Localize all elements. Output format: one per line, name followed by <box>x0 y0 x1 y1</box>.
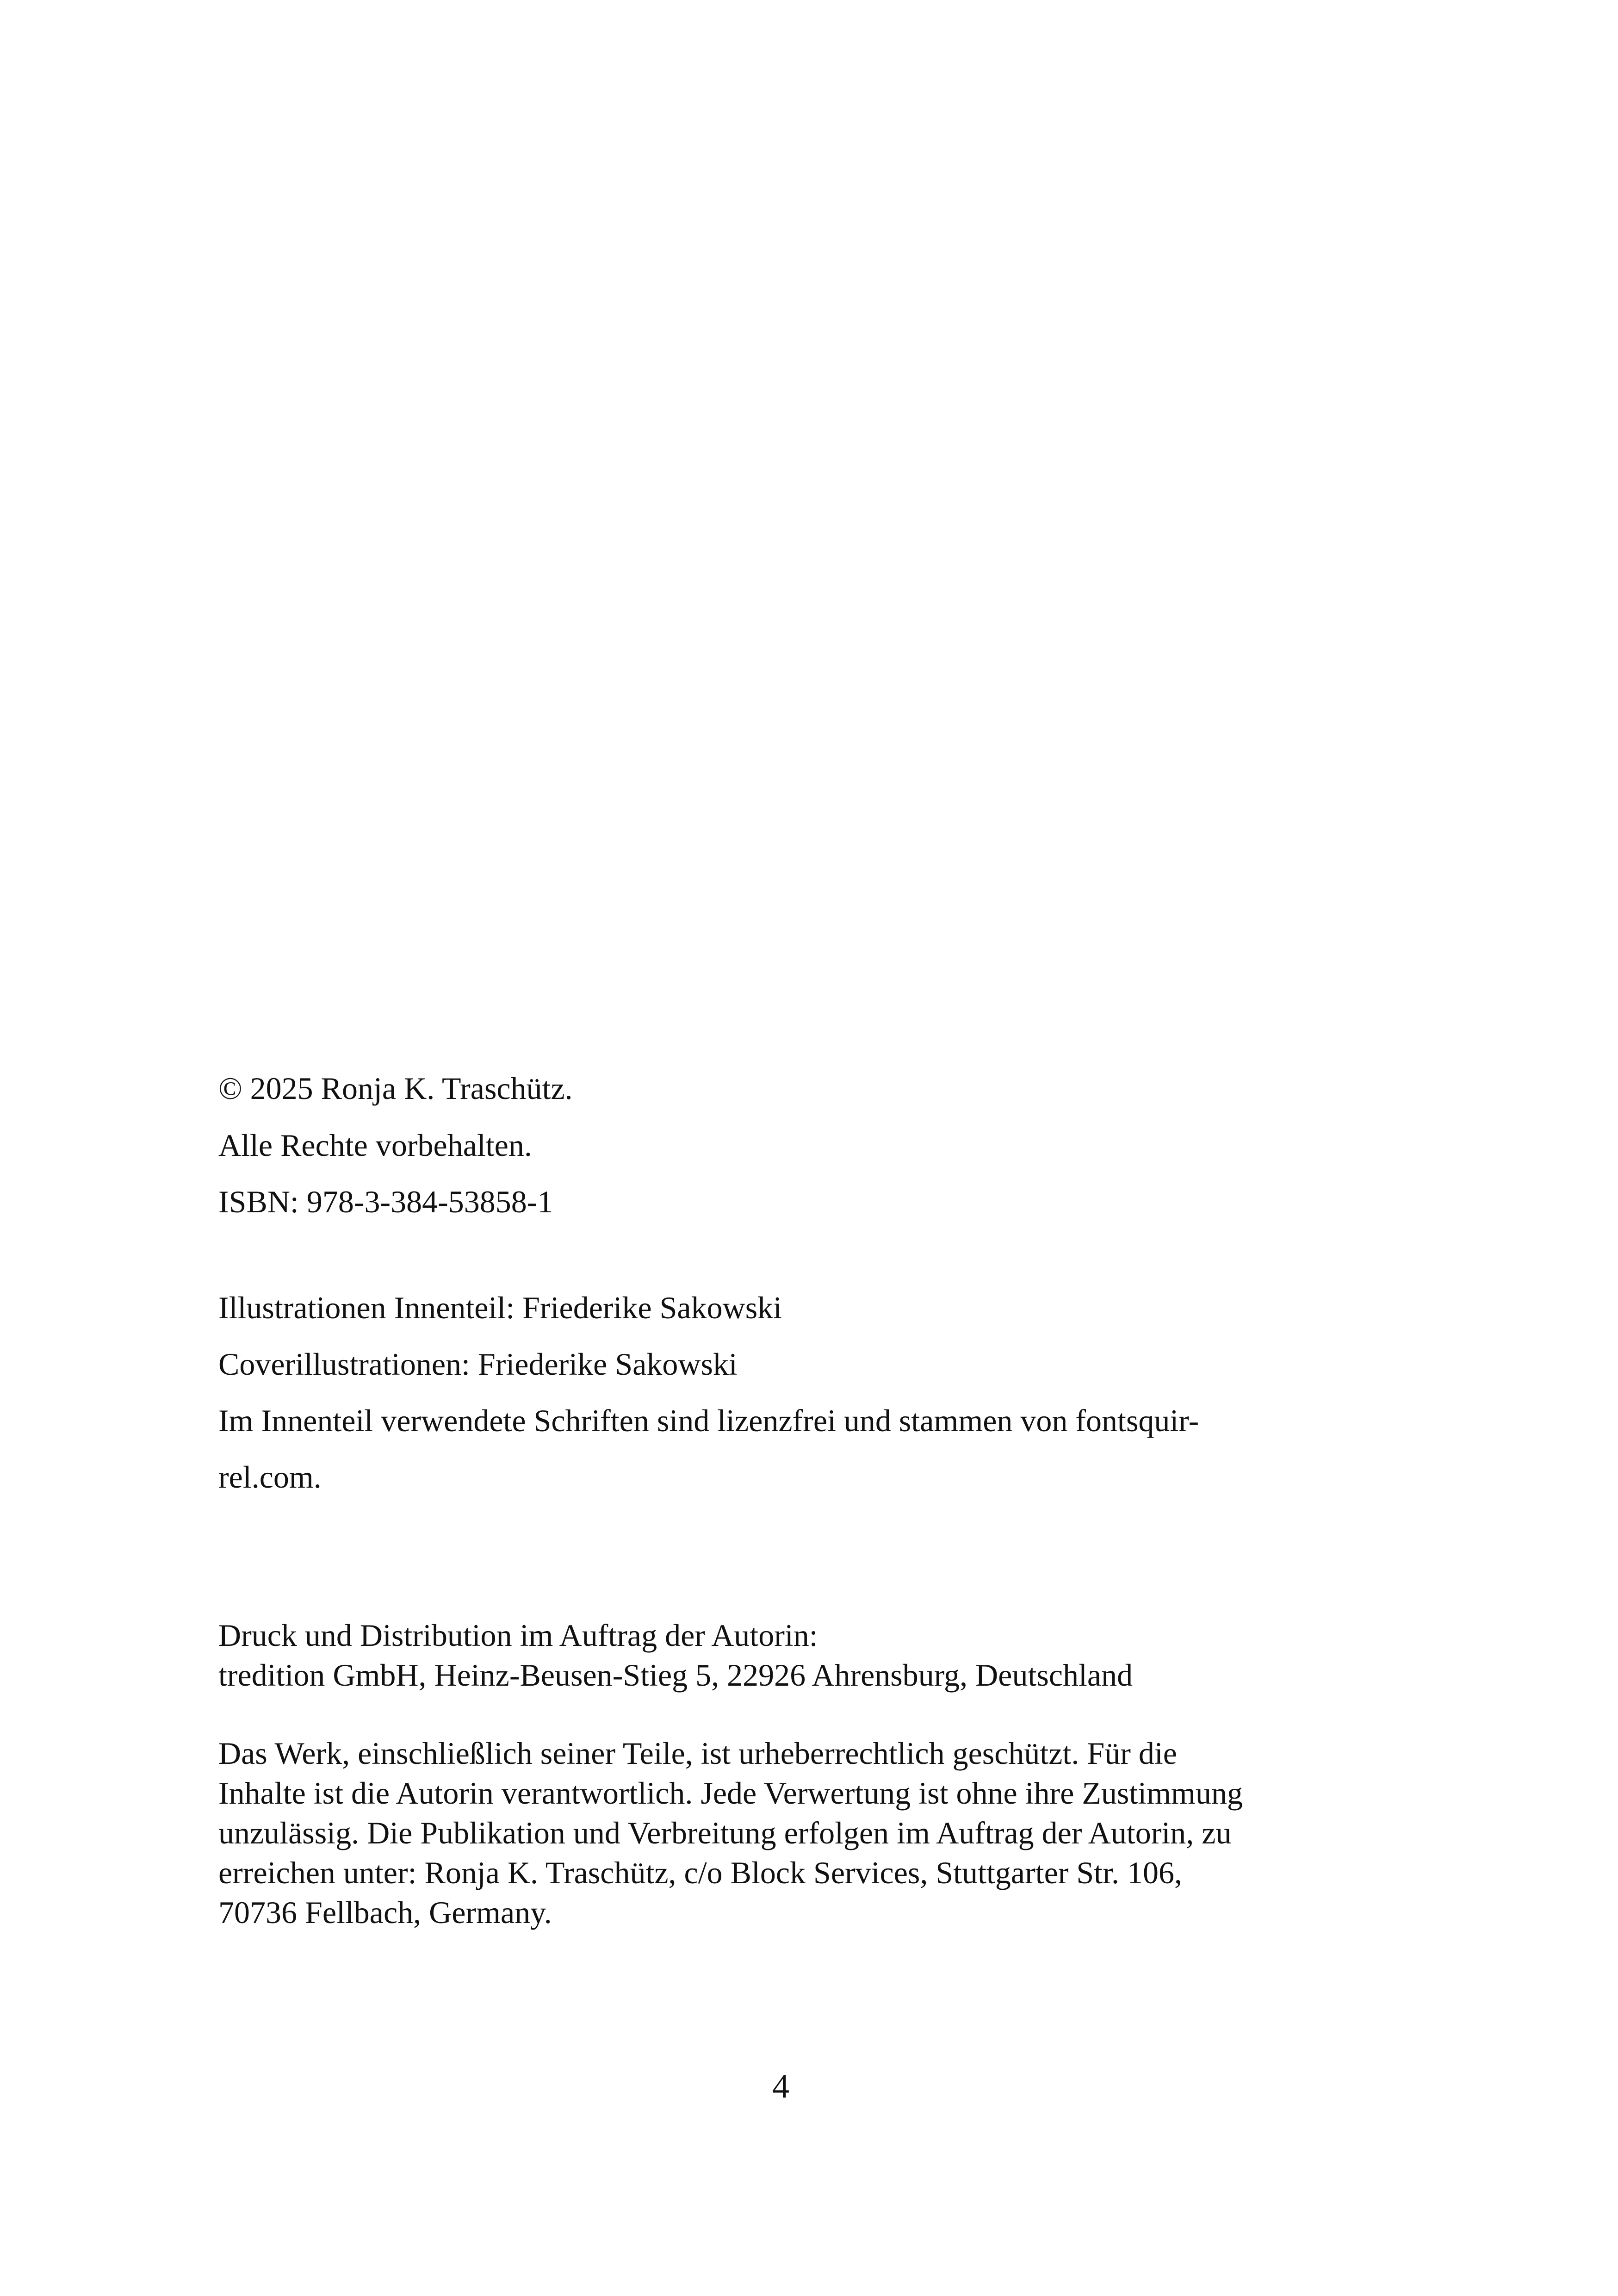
distribution-line-1: Druck und Distribution im Auftrag der Autorin: <box>218 1618 818 1653</box>
isbn-line: ISBN: 978-3-384-53858-1 <box>218 1184 553 1219</box>
legal-line-3: unzulässig. Die Publikation und Verbreitung erfolgen im Auftrag der Autorin, zu <box>218 1815 1232 1850</box>
legal-line-2: Inhalte ist die Autorin verantwortlich. Jede Verwertung ist ohne ihre Zustimmung <box>218 1775 1243 1811</box>
legal-line-1: Das Werk, einschließlich seiner Teile, ist urheberrechtlich geschützt. Für die <box>218 1736 1177 1771</box>
interior-illustrations-credit: Illustrationen Innenteil: Friederike Sakowski <box>218 1290 782 1325</box>
copyright-line: © 2025 Ronja K. Traschütz. <box>218 1071 573 1106</box>
legal-line-5: 70736 Fellbach, Germany. <box>218 1895 552 1930</box>
legal-line-4: erreichen unter: Ronja K. Traschütz, c/o Block Services, Stuttgarter Str. 106, <box>218 1855 1183 1890</box>
distribution-line-2: tredition GmbH, Heinz-Beusen-Stieg 5, 22926 Ahrensburg, Deutschland <box>218 1657 1133 1693</box>
page-number: 4 <box>772 2067 789 2105</box>
fonts-credit-line-1: Im Innenteil verwendete Schriften sind lizenzfrei und stammen von fontsquir- <box>218 1403 1199 1438</box>
cover-illustrations-credit: Coverillustrationen: Friederike Sakowski <box>218 1347 738 1382</box>
rights-reserved-line: Alle Rechte vorbehalten. <box>218 1128 532 1163</box>
fonts-credit-line-2: rel.com. <box>218 1459 322 1495</box>
